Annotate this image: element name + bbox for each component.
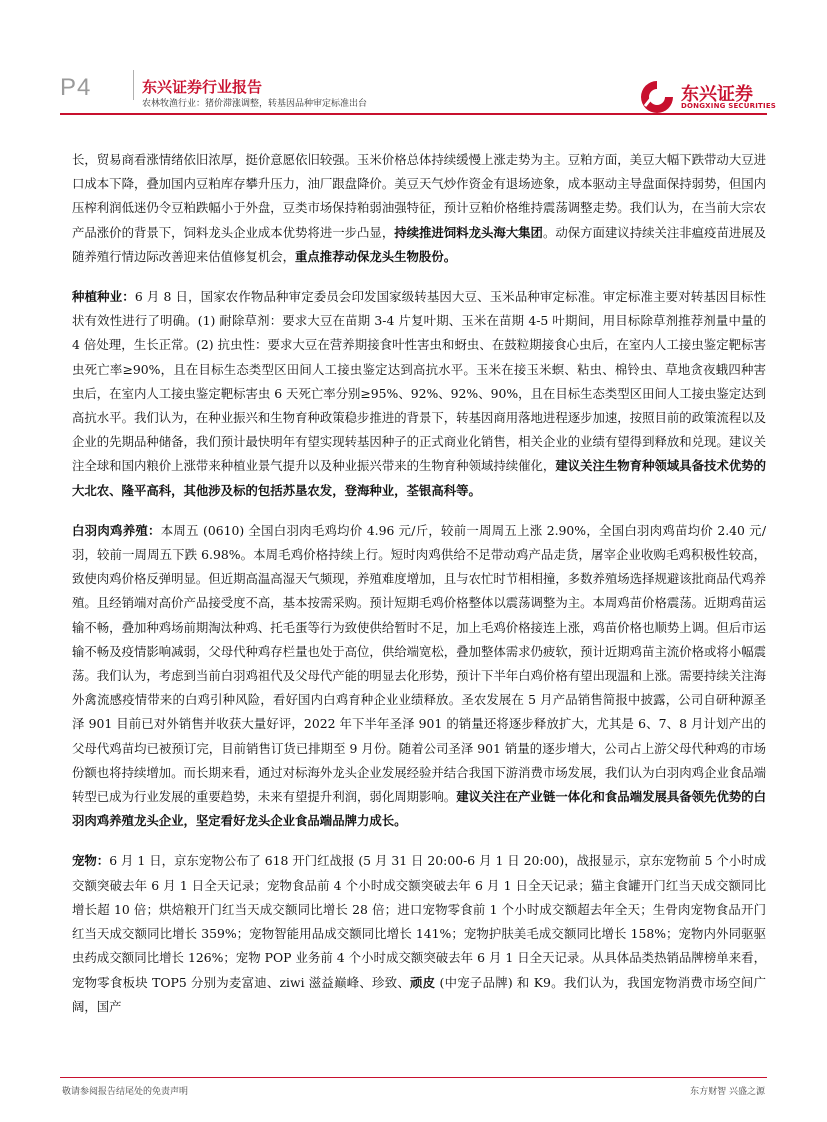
paragraph <box>72 285 766 503</box>
logo-name-cn: 东兴证券 <box>681 84 753 105</box>
text-run: 长，贸易商看涨情绪依旧浓厚，挺价意愿依旧较强。玉米价格总体持续缓慢上涨走势为主。豆粕方面，美豆大幅下跌带动大豆进口成本下降，叠加国内豆粕库存攀升压力，油厂跟盘降价。美豆天气炒作资金有退场迹象，成本驱动主导盘面保持弱势，但国内压榨利润低迷仍令豆粕跌幅小于外盘，豆类市场保持粕弱油强特征，预计豆粕价格维持震荡调整走势。我们认为，在当前大宗农产品涨价的背景下，饲料龙头企业成本优势将进一步凸显， <box>72 152 766 240</box>
paragraph <box>72 148 766 269</box>
footer-slogan: 东方财智 兴盛之源 <box>690 1087 765 1097</box>
dongxing-logo-icon <box>637 78 677 114</box>
report-body <box>72 148 766 1019</box>
text-run: (中宠子品牌) 和 K9。我们认为，我国宠物消费市场空间广阔，国产 <box>72 974 767 1014</box>
footer-rule <box>60 1077 767 1078</box>
header-divider <box>133 70 134 100</box>
footer-disclaimer: 敬请参阅报告结尾处的免责声明 <box>62 1087 189 1097</box>
company-logo <box>637 78 787 114</box>
header-rule <box>60 113 767 115</box>
text-run: 本周五 (0610) 全国白羽肉毛鸡均价 4.96 元/斤，较前一周周五上涨 2.90%，全国白羽肉鸡苗均价 2.40 元/羽，较前一周周五下跌 6.98%。本周毛鸡价格持续上行。短时肉鸡供给不足带动鸡产品走货，屠宰企业收购毛鸡积极性较高，致使肉鸡价格反弹明显。但近期高温高湿天气频现，养殖难度增加，且与农忙时节相相撞，多数养殖场选择规避该批商品代鸡养殖。且经销端对高价产品接受度不高，基本按需采购。预计短期毛鸡价格整体以震荡调整为主。本周鸡苗价格震荡。近期鸡苗运输不畅，叠加种鸡场前期淘汰种鸡、托毛蛋等行为致使供给暂时不足，加上毛鸡价格接连上涨，鸡苗价格也顺势上调。但后市运输不畅及疫情影响减弱，父母代种鸡存栏量也处于高位，供给端宽松，叠加整体需求仍疲软，预计近期鸡苗主流价格或将小幅震荡。我们认为，考虑到当前白羽鸡祖代及父母代产能的明显去化形势，预计下半年白鸡价格有望出现温和上涨。需要持续关注海外禽流感疫情带来的白鸡引种风险，看好国内白鸡育种企业业绩释放。圣农发展在 5 月产品销售简报中披露，公司自研种源圣泽 901 目前已对外销售并收获大量好评，2022 年下半年圣泽 901 的销量还将逐步释放扩大，尤其是 6、7、8 月计划产出的父母代鸡苗均已被预订完，目前销售订货已排期至 9 月份。随着公司圣泽 901 销量的逐步增大，公司占上游父母代种鸡的市场份额也将持续增加。而长期来看，通过对标海外龙头企业发展经验并结合我国下游消费市场发展，我们认为白羽肉鸡企业食品端转型已成为行业发展的重要趋势，未来有望提升利润，弱化周期影响。 <box>72 522 766 805</box>
bold-text-run: 白羽肉鸡养殖： <box>72 522 161 538</box>
paragraph <box>72 849 766 1018</box>
bold-text-run: 持续推进饲料龙头海大集团 <box>394 224 543 240</box>
text-run: 6 月 1 日，京东宠物公布了 618 开门红战报 (5 月 31 日 20:00-6 月 1 日 20:00)，战报显示，京东宠物前 5 个小时成交额突破去年 6 月 1 日全天记录；宠物食品前 4 个小时成交额突破去年 6 月 1 日全天记录；猫主食罐开门红当天成交额同比增长超 10 倍；烘焙粮开门红当天成交额同比增长 28 倍；进口宠物零食前 1 个小时成交额超去年全天；生骨肉宠物食品开门红当天成交额同比增长 359%；宠物智能用品成交额同比增长 141%；宠物护肤美毛成交额同比增长 158%；宠物内外同驱驱虫药成交额同比增长 126%；宠物 POP 业务前 4 个小时成交额突破去年 6 月 1 日全天记录。从具体品类热销品牌榜单来看，宠物零食板块 TOP5 分别为麦富迪、ziwi 滋益巅峰、珍致、 <box>72 853 766 990</box>
page-number: P4 <box>60 74 92 101</box>
page-header <box>0 0 827 110</box>
report-title: 东兴证券行业报告 <box>142 78 263 96</box>
text-run: 6 月 8 日，国家农作物品种审定委员会印发国家级转基因大豆、玉米品种审定标准。审定标准主要对转基因目标性状有效性进行了明确。(1) 耐除草剂：要求大豆在苗期 3-4 片复叶期、玉米在苗期 4-5 叶期间，用目标除草剂推荐剂量中量的 4 倍处理，生长正常。(2) 抗虫性：要求大豆在营养期接食叶性害虫和蚜虫、在鼓粒期接食心虫后，在室内人工接虫鉴定靶标害虫死亡率≥90%，且在目标生态类型区田间人工接虫鉴定达到高抗水平。玉米在接玉米螟、粘虫、棉铃虫、草地贪夜蛾四种害虫后，在室内人工接虫鉴定靶标害虫 6 天死亡率分别≥95%、92%、92%、90%，且在目标生态类型区田间人工接虫鉴定达到高抗水平。我们认为，在种业振兴和生物育种政策稳步推进的背景下，转基因商用落地进程逐步加速，按照目前的政策流程以及企业的先期品种储备，我们预计最快明年有望实现转基因种子的正式商业化销售，相关企业的业绩有望得到释放和兑现。建议关注全球和国内粮价上涨带来种植业景气提升以及种业振兴带来的生物育种领域持续催化， <box>72 289 766 474</box>
bold-text-run: 建议关注在产业链一体化和食品端发展具备领先优势的白羽肉鸡养殖龙头企业，坚定看好龙头企业食品端品牌力成长。 <box>72 789 767 829</box>
logo-name-en: DONGXING SECURITIES <box>681 102 777 110</box>
text-run: 。动保方面建议持续关注非瘟疫苗进展及随养殖行情边际改善迎来估值修复机会， <box>72 224 767 264</box>
bold-text-run: 建议关注生物育种领域具备技术优势的大北农、隆平高科，其他涉及标的包括苏垦农发，登海种业，荃银高科等。 <box>72 458 767 498</box>
paragraph <box>72 519 766 834</box>
bold-text-run: 宠物： <box>72 853 110 869</box>
bold-text-run: 顽皮 <box>410 974 436 990</box>
report-subtitle: 农林牧渔行业：猪价滞涨调整，转基因品种审定标准出台 <box>142 99 368 109</box>
bold-text-run: 种植种业： <box>72 289 135 305</box>
bold-text-run: 重点推荐动保龙头生物股份。 <box>295 248 457 264</box>
